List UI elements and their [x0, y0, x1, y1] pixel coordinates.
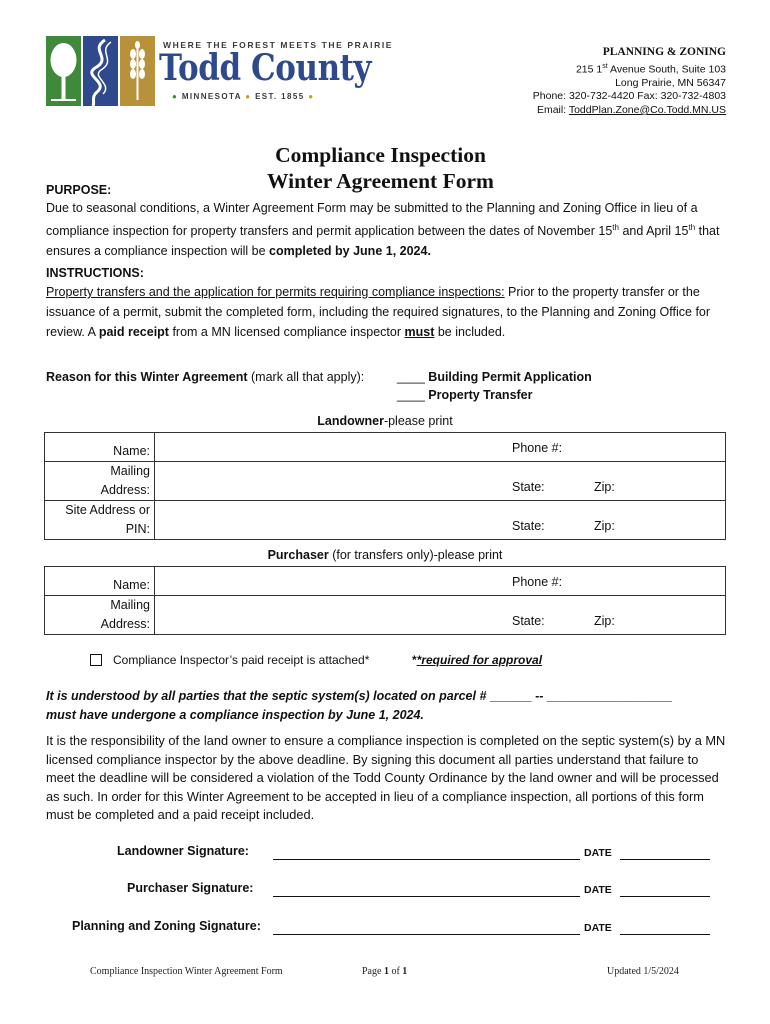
- purchaser-date-line[interactable]: [620, 896, 710, 897]
- purpose-heading: PURPOSE:: [46, 183, 112, 197]
- understood-line-2: must have undergone a compliance inspection by June 1, 2024.: [46, 708, 424, 722]
- landowner-heading: Landowner-please print: [317, 414, 453, 428]
- purchaser-table: [44, 566, 726, 635]
- purchaser-mailing-label: Mailing Address:: [45, 596, 155, 635]
- parcel-number-blank[interactable]: ______: [489, 689, 532, 703]
- form-title: Compliance Inspection Winter Agreement Form: [267, 143, 494, 193]
- receipt-checkbox[interactable]: [90, 654, 102, 666]
- landowner-state-label: State:: [512, 480, 545, 494]
- planning-date-line[interactable]: [620, 934, 710, 935]
- landowner-site-label: Site Address or PIN:: [45, 501, 155, 540]
- reason-row: Reason for this Winter Agreement (mark all that apply):: [46, 370, 365, 384]
- contact-block: [533, 46, 726, 117]
- logo-state-line: ● MINNESOTA ● EST. 1855 ●: [172, 92, 315, 101]
- landowner-table: [44, 432, 726, 540]
- reason-option-transfer[interactable]: ____ Property Transfer: [397, 388, 533, 402]
- landowner-date-label: DATE: [584, 847, 612, 859]
- planning-signature-line[interactable]: [273, 934, 580, 935]
- instructions-text: Property transfers and the application for permits requiring compliance inspections: Prior to the property transfer or the issuance of a permit, submit the completed form, including the required signatures, to the Planning and Zoning Office for review. A paid receipt from a MN licensed compliance inspector must be included.: [46, 285, 711, 339]
- purchaser-signature-line[interactable]: [273, 896, 580, 897]
- purchaser-state-label: State:: [512, 614, 545, 628]
- purchaser-heading: Purchaser (for transfers only)-please print: [267, 548, 503, 562]
- purpose-text: Due to seasonal conditions, a Winter Agreement Form may be submitted to the Planning and Zoning Office in lieu of a compliance inspection for property transfers and permit application between the dates of November 15th and April 15th that ensures a compliance inspection will be completed by June 1, 2024.: [46, 201, 720, 259]
- footer-updated-date: Updated 1/5/2024: [607, 966, 679, 977]
- address-line-2: Long Prairie, MN 56347: [615, 76, 726, 89]
- logo-tagline: WHERE THE FOREST MEETS THE PRAIRIE: [163, 40, 394, 50]
- email-link[interactable]: ToddPlan.Zone@Co.Todd.MN.US: [568, 103, 726, 116]
- landowner-zip-label: Zip:: [594, 480, 615, 494]
- receipt-checkbox-label: Compliance Inspector’s paid receipt is attached*: [113, 653, 370, 667]
- purchaser-date-label: DATE: [584, 884, 612, 896]
- purchaser-name-label: Name:: [45, 567, 155, 596]
- phone-fax: Phone: 320-732-4420 Fax: 320-732-4803: [532, 90, 726, 103]
- purchaser-name-field[interactable]: [155, 567, 726, 596]
- county-name: Todd County: [159, 47, 372, 89]
- landowner-mailing-field[interactable]: [155, 462, 726, 501]
- landowner-name-field[interactable]: [155, 433, 726, 462]
- tree-icon: [46, 36, 81, 106]
- email-line: Email: ToddPlan.Zone@Co.Todd.MN.US: [536, 103, 726, 116]
- landowner-signature-label: Landowner Signature:: [117, 844, 249, 858]
- landowner-site-zip-label: Zip:: [594, 519, 615, 533]
- instructions-heading: INSTRUCTIONS:: [46, 266, 144, 280]
- purchaser-zip-label: Zip:: [594, 614, 615, 628]
- landowner-mailing-label: Mailing Address:: [45, 462, 155, 501]
- purchaser-mailing-field[interactable]: [155, 596, 726, 635]
- landowner-name-label: Name:: [45, 433, 155, 462]
- landowner-signature-line[interactable]: [273, 859, 580, 860]
- landowner-phone-label: Phone #:: [512, 441, 563, 455]
- landowner-date-line[interactable]: [620, 859, 710, 860]
- understood-line-1: It is understood by all parties that the septic system(s) located on parcel # ______ -- __________________: [46, 689, 673, 703]
- wheat-icon: [120, 36, 155, 106]
- address-line-1: 215 1st Avenue South, Suite 103: [575, 62, 726, 76]
- reason-option-building[interactable]: ____ Building Permit Application: [397, 370, 592, 384]
- purchaser-signature-label: Purchaser Signature:: [127, 881, 254, 895]
- landowner-site-state-label: State:: [512, 519, 545, 533]
- river-icon: [83, 36, 118, 106]
- required-note: **required for approval: [412, 653, 543, 667]
- purchaser-phone-label: Phone #:: [512, 575, 563, 589]
- parcel-suffix-blank[interactable]: __________________: [546, 689, 673, 703]
- planning-signature-label: Planning and Zoning Signature:: [72, 919, 261, 933]
- landowner-site-field[interactable]: [155, 501, 726, 540]
- department-name: PLANNING & ZONING: [602, 46, 726, 58]
- responsibility-text: It is the responsibility of the land owner to ensure a compliance inspection is completed on the septic system(s) by a MN licensed compliance inspector by the above deadline. By signing this document all parties understand that failure to meet the deadline will be considered a violation of the Todd County Ordinance by the land owner and will be processed as such. In order for this Winter Agreement to be accepted in lieu of a compliance inspection, all portions of this form must be completed and a paid receipt included.: [46, 733, 726, 823]
- footer-form-name: Compliance Inspection Winter Agreement Form: [90, 966, 283, 977]
- planning-date-label: DATE: [584, 922, 612, 934]
- footer-page-number: Page 1 of 1: [362, 966, 408, 977]
